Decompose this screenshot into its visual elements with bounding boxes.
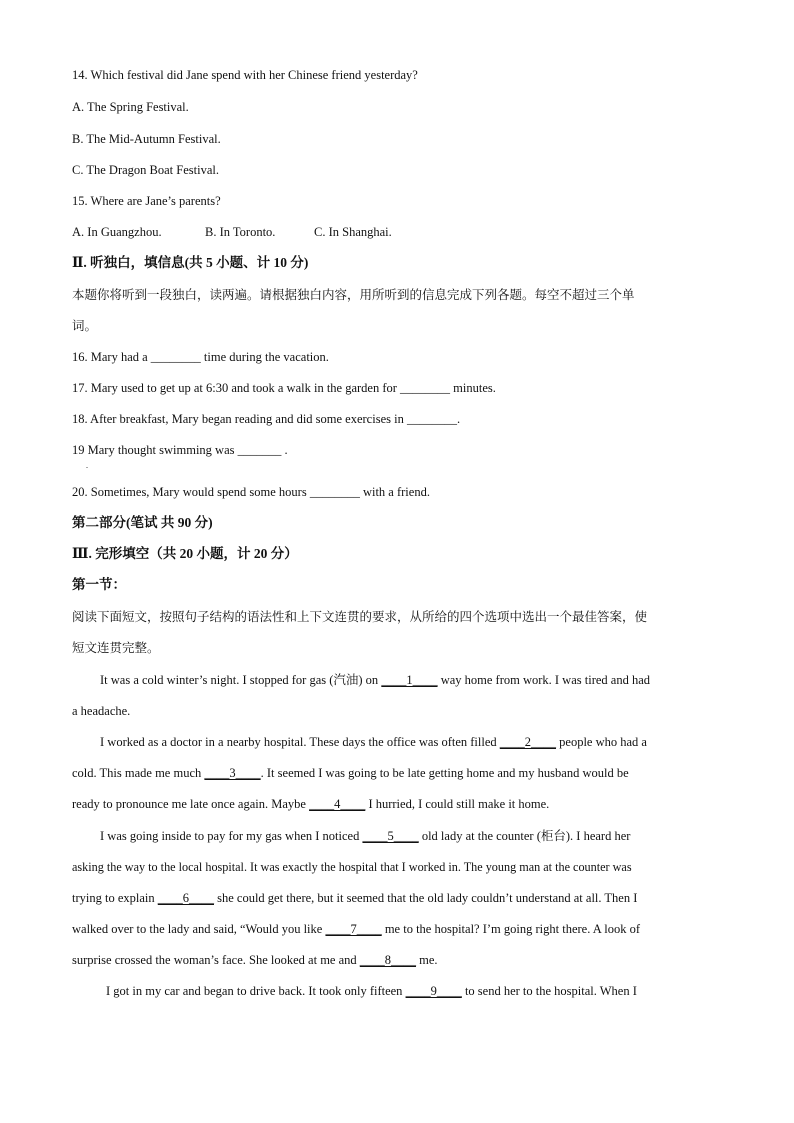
passage-line: a headache. bbox=[72, 704, 131, 718]
passage-line bbox=[72, 795, 549, 813]
question-17: 17. Mary used to get up at 6:30 and took a walk in the garden for ________ minutes. bbox=[72, 381, 496, 395]
passage-line bbox=[100, 827, 630, 845]
passage-text: me. bbox=[416, 953, 438, 967]
passage-text: ready to pronounce me late once again. Maybe bbox=[72, 797, 310, 811]
section-2-heading: Ⅱ. 听独白，填信息(共 5 小题、计 10 分) bbox=[72, 255, 309, 270]
blank-6: ____6____ bbox=[157, 891, 214, 905]
blank-3: ____3____ bbox=[204, 766, 261, 780]
section-2-instruction-cont: 词。 bbox=[72, 319, 98, 333]
passage-text: I was going inside to pay for my gas when I noticed bbox=[100, 829, 363, 843]
passage-text: me to the hospital? I’m going right there. A look of bbox=[381, 922, 640, 936]
question-20: 20. Sometimes, Mary would spend some hours ________ with a friend. bbox=[72, 485, 430, 499]
passage-text: I got in my car and began to drive back. It took only fifteen bbox=[106, 984, 406, 998]
blank-9: ____9____ bbox=[405, 984, 462, 998]
section-3-instruction-cont: 短文连贯完整。 bbox=[72, 641, 160, 655]
q15-option-a: A. In Guangzhou. bbox=[72, 225, 162, 239]
q15-options bbox=[72, 223, 392, 241]
passage-text: walked over to the lady and said, “Would you like bbox=[72, 922, 326, 936]
passage-text: cold. This made me much bbox=[72, 766, 205, 780]
passage-text: she could get there, but it seemed that the old lady couldn’t understand at all. Then I bbox=[214, 891, 638, 905]
section-3-heading: Ⅲ. 完形填空（共 20 小题，计 20 分） bbox=[72, 546, 298, 561]
passage-text: It was a cold winter’s night. I stopped for gas (汽油) on bbox=[100, 673, 382, 687]
question-15: 15. Where are Jane’s parents? bbox=[72, 194, 221, 208]
passage-text: trying to explain bbox=[72, 891, 158, 905]
blank-8: ____8____ bbox=[359, 953, 417, 967]
stray-dot: . bbox=[86, 461, 88, 470]
section-3-instruction: 阅读下面短文，按照句子结构的语法性和上下文连贯的要求，从所给的四个选项中选出一个最佳答案，使 bbox=[72, 610, 648, 624]
passage-text: surprise crossed the woman’s face. She looked at me and bbox=[72, 953, 360, 967]
subsection-heading: 第一节： bbox=[72, 577, 126, 592]
passage-line bbox=[100, 671, 650, 689]
passage-text: old lady at the counter (柜台). I heard her bbox=[418, 829, 631, 843]
q14-option-b: B. The Mid-Autumn Festival. bbox=[72, 132, 221, 146]
passage-text: to send her to the hospital. When I bbox=[461, 984, 637, 998]
passage-line bbox=[72, 951, 438, 969]
question-14: 14. Which festival did Jane spend with her Chinese friend yesterday? bbox=[72, 68, 418, 82]
blank-4: ____4____ bbox=[309, 797, 366, 811]
q14-option-c: C. The Dragon Boat Festival. bbox=[72, 163, 219, 177]
passage-text: I worked as a doctor in a nearby hospital. These days the office was often filled bbox=[100, 735, 500, 749]
passage-text: I hurried, I could still make it home. bbox=[365, 797, 550, 811]
blank-1: ____1____ bbox=[381, 673, 438, 687]
blank-5: ____5____ bbox=[362, 829, 419, 843]
passage-line: asking the way to the local hospital. It was exactly the hospital that I worked in. The young man at the counter was bbox=[72, 860, 632, 874]
question-16: 16. Mary had a ________ time during the vacation. bbox=[72, 350, 329, 364]
blank-7: ____7____ bbox=[325, 922, 382, 936]
passage-text: way home from work. I was tired and had bbox=[437, 673, 651, 687]
blank-2: ____2____ bbox=[499, 735, 557, 749]
passage-line bbox=[72, 920, 640, 938]
q14-option-a: A. The Spring Festival. bbox=[72, 100, 189, 114]
passage-text: . It seemed I was going to be late getting home and my husband would be bbox=[260, 766, 629, 780]
passage-text: people who had a bbox=[556, 735, 647, 749]
part-2-heading: 第二部分(笔试 共 90 分) bbox=[72, 515, 213, 530]
question-19: 19 Mary thought swimming was _______ . bbox=[72, 443, 288, 457]
section-2-instruction: 本题你将听到一段独白，读两遍。请根据独白内容，用所听到的信息完成下列各题。每空不超过三个单 bbox=[72, 288, 635, 302]
q15-option-b: B. In Toronto. bbox=[205, 225, 276, 239]
passage-line bbox=[100, 733, 647, 751]
passage-line bbox=[72, 889, 637, 907]
passage-line bbox=[106, 982, 637, 1000]
question-18: 18. After breakfast, Mary began reading and did some exercises in ________. bbox=[72, 412, 461, 426]
q15-option-c: C. In Shanghai. bbox=[314, 225, 392, 239]
passage-line bbox=[72, 764, 629, 782]
